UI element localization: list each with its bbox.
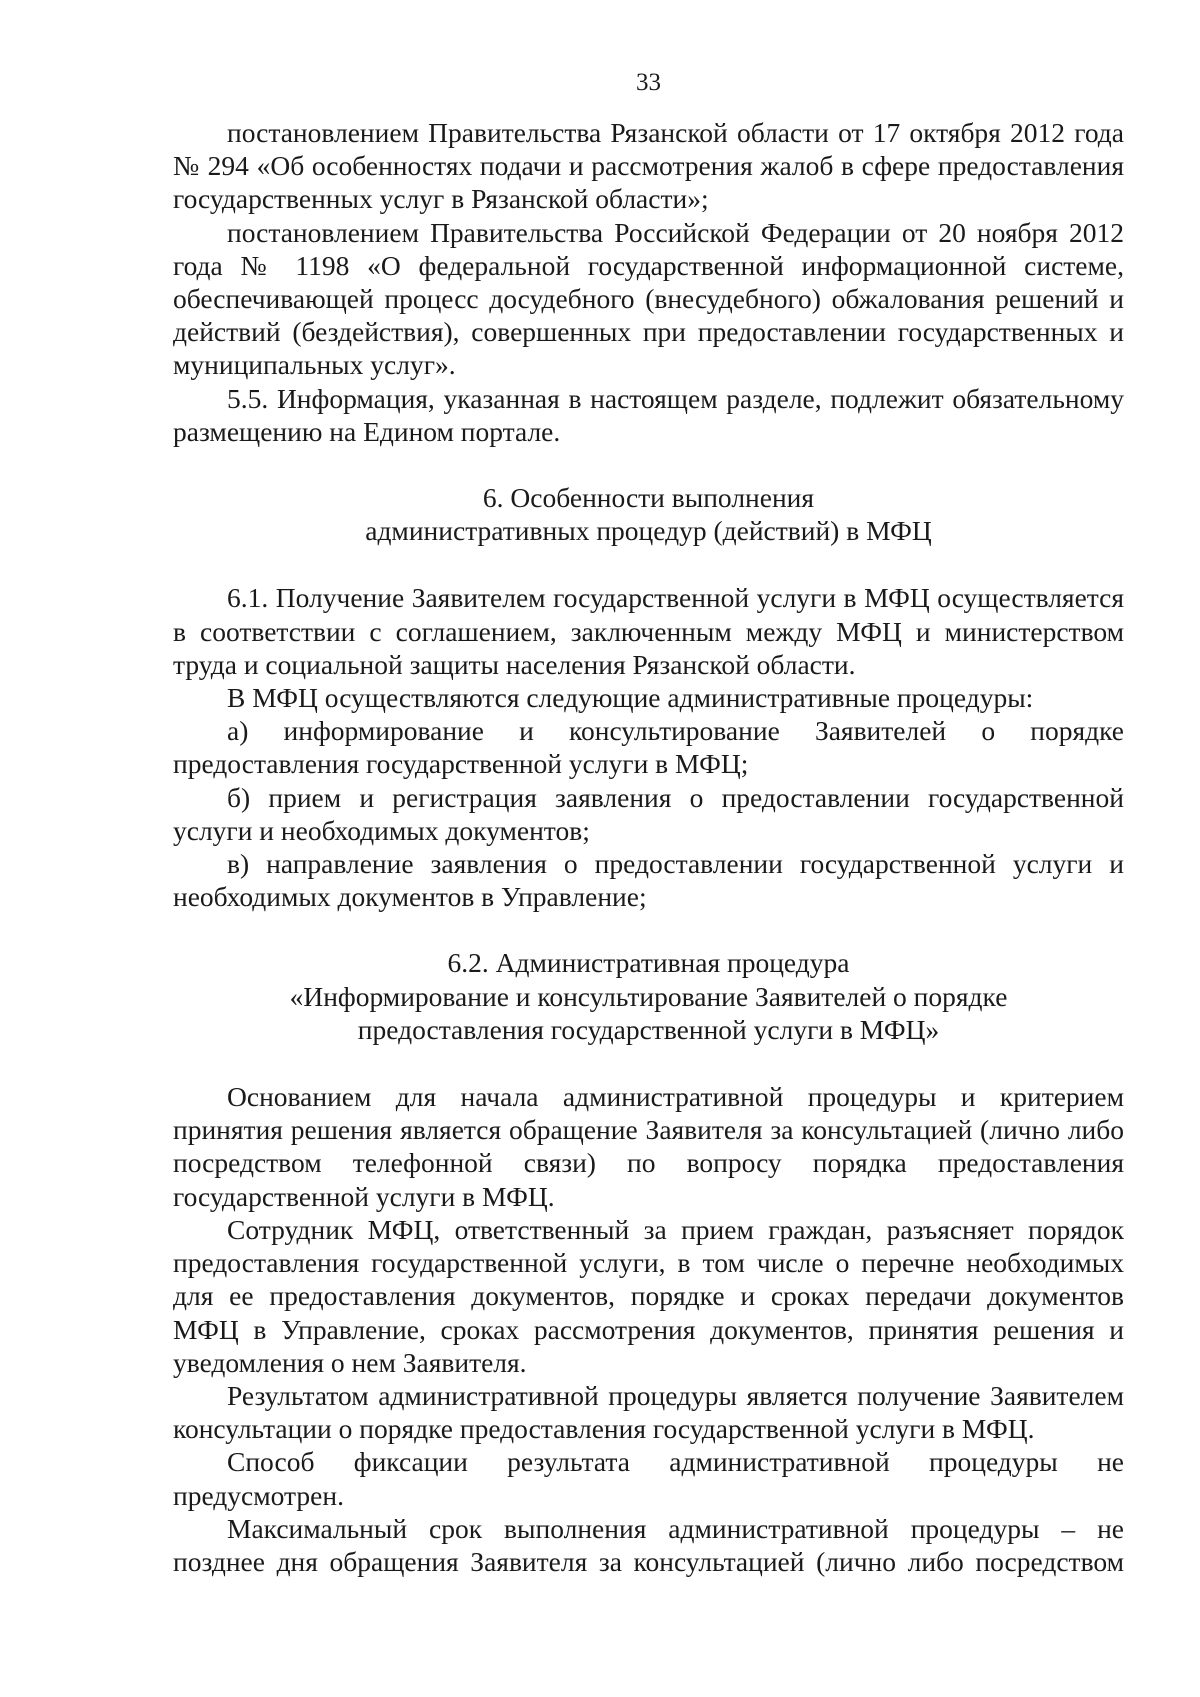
paragraph-6-1: 6.1. Получение Заявителем государственной услуги в МФЦ осуществляется в соответствии с соглашением, заключенным между МФЦ и министерством труда и социальной защиты населения Рязанской области.	[173, 582, 1124, 680]
list-item-a: а) информирование и консультирование Заявителей о порядке предоставления государственной услуги в МФЦ;	[173, 715, 1124, 780]
spacer	[173, 448, 1124, 481]
spacer	[173, 913, 1124, 946]
document-page	[173, 60, 1124, 1578]
page-number: 33	[636, 69, 661, 96]
section-6-heading-line-1: 6. Особенности выполнения	[482, 482, 815, 514]
paragraph-fixation: Способ фиксации результата административной процедуры не предусмотрен.	[173, 1446, 1124, 1511]
section-6-2-heading-line-2: «Информирование и консультирование Заявителей о порядке	[289, 980, 1008, 1012]
paragraph-decree-1198: постановлением Правительства Российской Федерации от 20 ноября 2012 года № 1198 «О федеральной государственной информационной системе, обеспечивающей процесс досудебного (внесудебного) обжалования решений и действий (бездействия), совершенных при предоставлении государственных и муниципальных услуг».	[173, 216, 1124, 381]
section-6-heading-line-2: административных процедур (действий) в МФЦ	[365, 515, 932, 547]
section-6-2-heading-line-3: предоставления государственной услуги в МФЦ»	[357, 1013, 940, 1045]
spacer	[173, 1046, 1124, 1080]
paragraph-decree-294: постановлением Правительства Рязанской области от 17 октября 2012 года № 294 «Об особенностях подачи и рассмотрения жалоб в сфере предоставления государственных услуг в Рязанской области»;	[173, 117, 1124, 215]
paragraph-max-term: Максимальный срок выполнения административной процедуры – не позднее дня обращения Заявителя за консультацией (лично либо посредством	[173, 1512, 1124, 1577]
spacer	[173, 547, 1124, 581]
paragraph-procedures-intro: В МФЦ осуществляются следующие административные процедуры:	[227, 682, 1034, 714]
paragraph-basis: Основанием для начала административной процедуры и критерием принятия решения является обращение Заявителя за консультацией (лично либо посредством телефонной связи) по вопросу порядка предоставления государственной услуги в МФЦ.	[173, 1081, 1124, 1212]
paragraph-result: Результатом административной процедуры является получение Заявителем консультации о порядке предоставления государственной услуги в МФЦ.	[173, 1379, 1124, 1445]
paragraph-5-5: 5.5. Информация, указанная в настоящем разделе, подлежит обязательному размещению на Едином портале.	[173, 382, 1124, 447]
paragraph-employee: Сотрудник МФЦ, ответственный за прием граждан, разъясняет порядок предоставления государственной услуги, в том числе о перечне необходимых для ее предоставления документов, порядке и сроках передачи документов МФЦ в Управление, сроках рассмотрения документов, принятия решения и уведомления о нем Заявителя.	[173, 1213, 1124, 1378]
list-item-v: в) направление заявления о предоставлении государственной услуги и необходимых документов в Управление;	[173, 848, 1124, 913]
section-6-2-heading-line-1: 6.2. Административная процедура	[447, 947, 850, 979]
list-item-b: б) прием и регистрация заявления о предоставлении государственной услуги и необходимых документов;	[173, 781, 1124, 846]
